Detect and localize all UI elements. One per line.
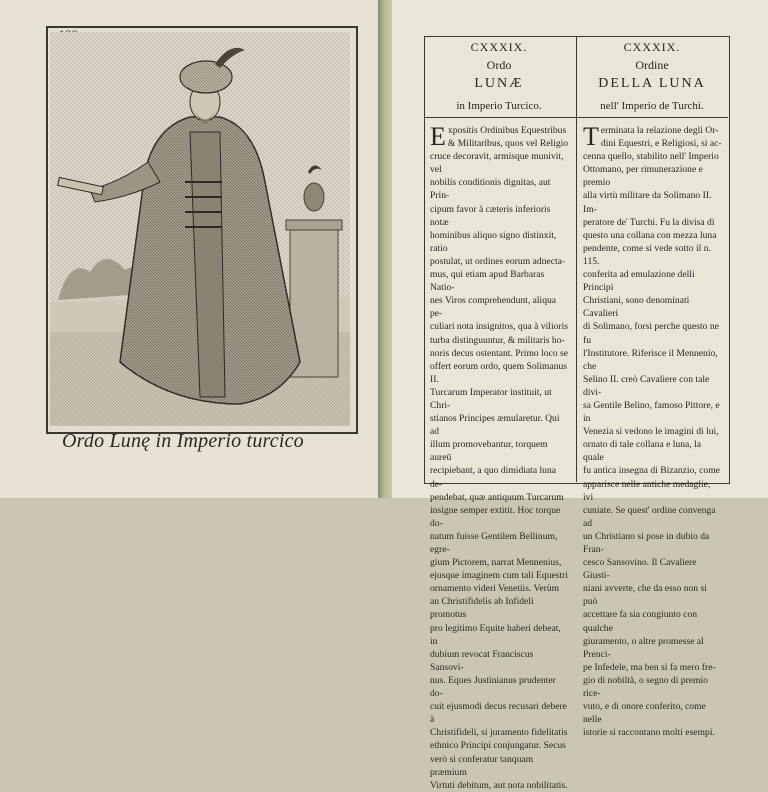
latin-column [425, 36, 573, 791]
latin-body-text: xpositis Ordinibus Equestribus & Militaribus, quos vel Religio cruce decoravit, armisque munivit, vel nobilis conditionis dignitas, aut Prin- cipum favor à cæteris inferioris notæ hominibus aliquo signo distinxit, ratio postulat, ut ordines eorum adnecta- mus, qui etiam apud Barbaras Natio- nes Viros comprehendunt, aliqua pe- culiari nota insignitos, qua à vilioris turba distinguuntur, & militaris ho- noris decus ostentant. Primo loco se offert eorum ordo, quem Solimanus II. Turcarum Imperator instituit, ut Chri- stianos Principes æmularetur. Qui ad illum promovebantur, torquem aureū recipiebant, a quo dimidiata luna de- pendebat, quæ antiquum Turcarum insigne semper extitit. Hoc torque do- natum fuisse Gentilem Bellinum, egre- gium Pictorem, narrat Mennenius, ejusque imaginem cum tali Equestri ornamento videri Venetiis. Verùm an Christifidelis ab Infideli promotus pro legitimo Equite haberi debeat, in dubium revocat Franciscus Sansovi- nus. Eques Justinianus prudenter do- cuit ejusmodi decus recusari debere à Christifideli, si juramento fidelitatis ethnico Principi conjungatur. Secus verò si conferatur tanquam præmium Virtuti debitum, aut nota nobilitatis. [430, 125, 569, 791]
plate-caption: Ordo Lunę in Imperio turcico [62, 430, 304, 452]
italian-title-line1: Ordine [635, 58, 669, 72]
column-divider [576, 36, 577, 482]
crescent-finial [304, 183, 324, 211]
latin-title-line3: in Imperio Turcico. [456, 100, 542, 112]
italian-column [578, 36, 726, 739]
italian-dropcap: T [583, 122, 599, 151]
latin-title-line1: Ordo [486, 58, 512, 72]
italian-body-text: erminata la relazione degli Or- dini Equestri, e Religiosi, si ac- cenna quello, stabilito nell' Imperio Ottomano, per rimunerazione e premio alla virtù militare da Solimano II. Im- peratore de' Turchi. Fu la divisa di questo una collana con mezza luna pendente, come si vede sotto il n. 115. conferita ad emulazione delli Principi Christiani, sono denominati Cavalieri di Solimano, forsi perche questo ne fu l'Institutore. Riferisce il Mennenio, che Selino II. creò Cavaliere con tale divi- sa Gentile Belino, famoso Pittore, e in Venezia si vedono le imagini di lui, ornato di tale collana e luna, la quale fu antica insegna di Bizanzio, come apparisce nelle antiche medaglie, ivi cuniate. Se quest' ordine convenga ad un Christiano si pose in dubio da Fran- cesco Sansovino. Il Cavaliere Giusti- niani avverte, che da esso non si può accettare fa sia congiunto con qualche giuramento, o altre promesse al Prenci- pe Infedele, ma ben si fa mero fre- gio di nobiltà, o segno di premio rice- vuto, e di onore conferito, come nelle istorie si raccontano molti esempi. [583, 125, 722, 739]
engraving-illustration [50, 32, 350, 426]
book-gutter [378, 0, 392, 498]
latin-dropcap: E [430, 122, 446, 151]
italian-body [583, 124, 722, 739]
latin-body [430, 124, 569, 792]
italian-chapter-number: CXXXIX. [623, 40, 681, 54]
italian-title-line3: nell' Imperio de Turchi. [600, 100, 704, 112]
italian-title-line2: DELLA LUNA [598, 76, 706, 91]
latin-chapter-number: CXXXIX. [470, 40, 528, 54]
latin-title-line2: LUNÆ [474, 76, 524, 91]
header-rule [424, 117, 728, 118]
